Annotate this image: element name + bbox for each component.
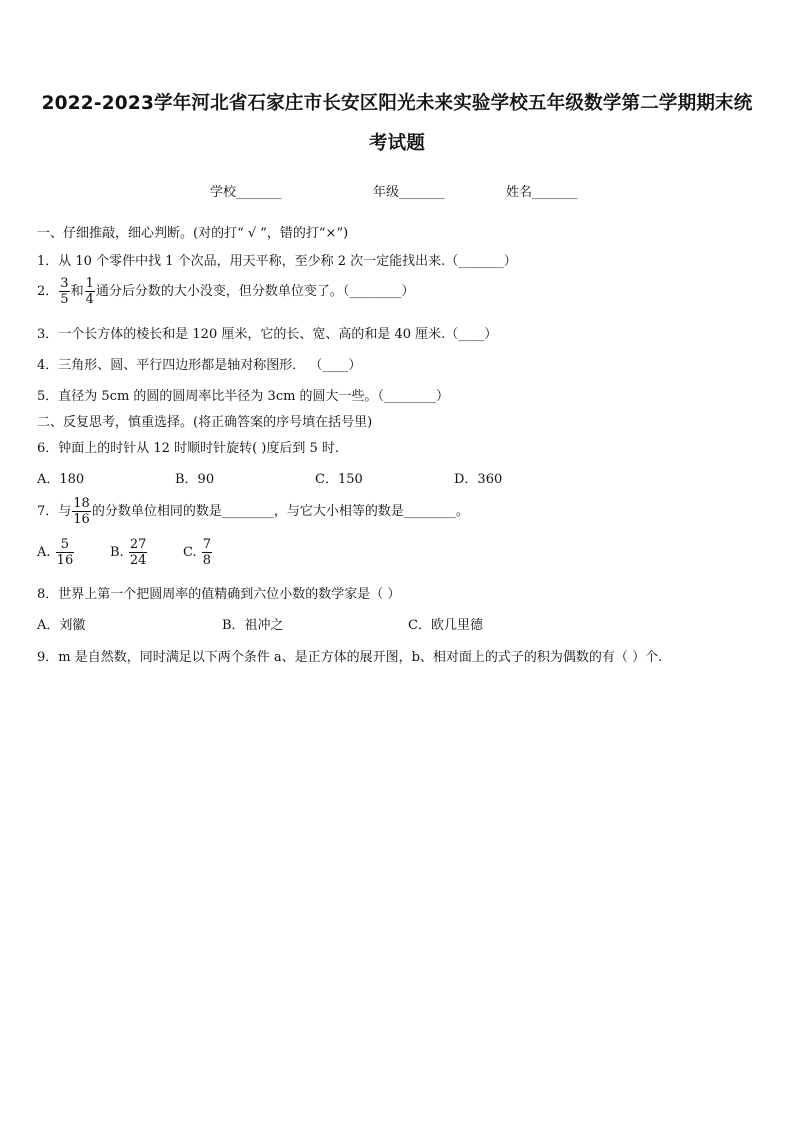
fraction-7-8: $\frac{7}{8}$ bbox=[202, 537, 212, 568]
question-3: 3．一个长方体的棱长和是 120 厘米，它的长、宽、高的和是 40 厘米.（____） bbox=[37, 327, 498, 342]
q7-option-b: B. $\frac{27}{24}$ bbox=[110, 537, 147, 568]
question-1: 1．从 10 个零件中找 1 个次品，用天平称，至少称 2 次一定能找出来.（_______） bbox=[37, 254, 517, 269]
fraction-3-5: $\frac{3}{5}$ bbox=[60, 276, 69, 307]
fraction-18-16: $\frac{18}{16}$ bbox=[73, 496, 90, 527]
question-2 bbox=[37, 276, 414, 307]
q8-option-b: B．祖冲之 bbox=[222, 618, 284, 633]
q7-option-c: C. $\frac{7}{8}$ bbox=[183, 537, 212, 568]
q8-option-c: C．欧几里德 bbox=[408, 618, 483, 633]
page-title-line-2: 考试题 bbox=[368, 133, 426, 154]
fraction-1-4: $\frac{1}{4}$ bbox=[85, 276, 94, 307]
q8-option-a: A．刘徽 bbox=[37, 618, 86, 633]
q6-option-a: A．180 bbox=[37, 472, 85, 487]
question-7-suffix: 的分数单位相同的数是________，与它大小相等的数是________。 bbox=[91, 504, 469, 519]
question-5: 5．直径为 5cm 的圆的圆周率比半径为 3cm 的圆大一些。（________） bbox=[37, 389, 450, 404]
section-2-header: 二、反复思考，慎重选择。(将正确答案的序号填在括号里) bbox=[37, 415, 373, 430]
q6-option-c: C．150 bbox=[315, 472, 363, 487]
grade-field: 年级_______ bbox=[373, 185, 445, 200]
question-2-mid: 和 bbox=[70, 284, 84, 299]
page-title-line-1: 2022-2023学年河北省石家庄市长安区阳光未来实验学校五年级数学第二学期期末统 bbox=[41, 93, 753, 114]
question-8: 8．世界上第一个把圆周率的值精确到六位小数的数学家是（ ） bbox=[37, 587, 401, 602]
name-field: 姓名_______ bbox=[506, 185, 578, 200]
question-2-suffix: 通分后分数的大小没变，但分数单位变了。（________） bbox=[95, 284, 415, 299]
question-6: 6．钟面上的时针从 12 时顺时针旋转( )度后到 5 时. bbox=[37, 441, 340, 456]
fraction-5-16: $\frac{5}{16}$ bbox=[56, 537, 74, 568]
question-9: 9．m 是自然数，同时满足以下两个条件 a、是正方体的展开图，b、相对面上的式子的积为偶数的有（ ）个. bbox=[37, 650, 663, 665]
question-4: 4．三角形、圆、平行四边形都是轴对称图形． （____） bbox=[37, 358, 362, 373]
section-1-header: 一、仔细推敲，细心判断。(对的打“ √ ”，错的打“×”) bbox=[37, 226, 349, 241]
school-field: 学校_______ bbox=[210, 185, 282, 200]
fraction-27-24: $\frac{27}{24}$ bbox=[129, 537, 147, 568]
question-2-prefix: 2． bbox=[37, 284, 59, 299]
q6-option-b: B．90 bbox=[175, 472, 215, 487]
question-7-prefix: 7．与 bbox=[37, 504, 72, 519]
q6-option-d: D．360 bbox=[454, 472, 503, 487]
q7-option-a: A. $\frac{5}{16}$ bbox=[37, 537, 74, 568]
question-7 bbox=[37, 496, 469, 527]
